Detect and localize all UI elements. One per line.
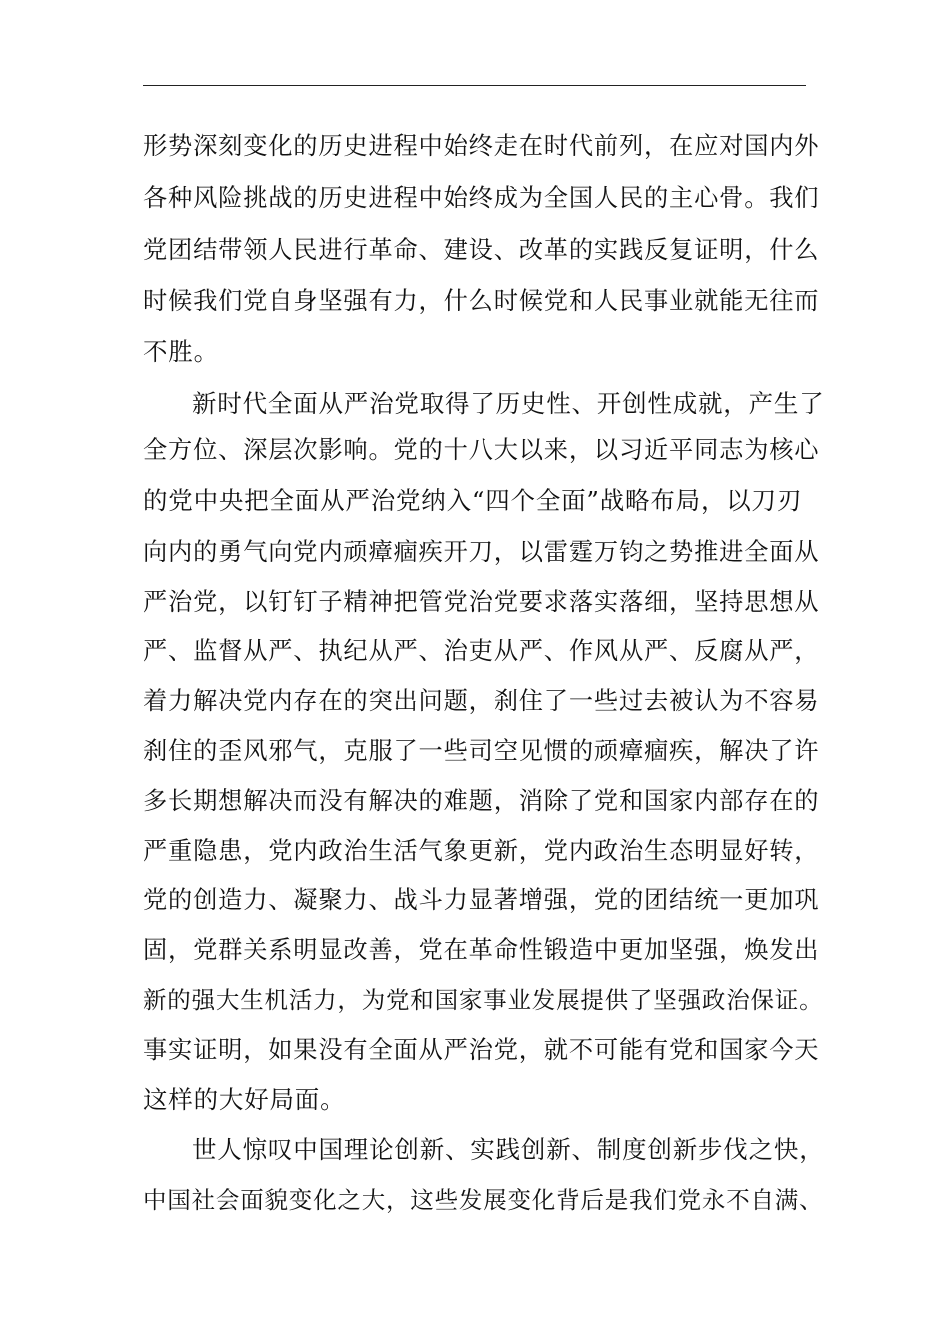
text-line: 这样的大好局面。	[143, 1085, 346, 1114]
paragraph-first-line: 新时代全面从严治党取得了历史性、开创性成就，产生了	[192, 389, 825, 418]
header-rule	[143, 85, 806, 86]
text-line: 形势深刻变化的历史进程中始终走在时代前列，在应对国内外	[143, 131, 820, 160]
text-line: 新的强大生机活力，为党和国家事业发展提供了坚强政治保证。	[143, 986, 824, 1014]
text-line: 的党中央把全面从严治党纳入“四个全面”战略布局，以刀刃	[143, 486, 803, 515]
text-line: 中国社会面貌变化之大，这些发展变化背后是我们党永不自满、	[143, 1186, 824, 1214]
paragraph-first-line: 世人惊叹中国理论创新、实践创新、制度创新步伐之快，	[192, 1135, 825, 1164]
text-line: 严重隐患，党内政治生活气象更新，党内政治生态明显好转，	[143, 836, 820, 865]
text-line: 向内的勇气向党内顽瘴痼疾开刀，以雷霆万钧之势推进全面从	[143, 537, 820, 566]
text-line: 各种风险挑战的历史进程中始终成为全国人民的主心骨。我们	[143, 183, 820, 212]
text-line: 时候我们党自身坚强有力，什么时候党和人民事业就能无往而	[143, 286, 820, 315]
text-line: 党团结带领人民进行革命、建设、改革的实践反复证明，什么	[143, 235, 820, 264]
text-line: 严、监督从严、执纪从严、治吏从严、作风从严、反腐从严，	[143, 636, 820, 665]
text-line: 全方位、深层次影响。党的十八大以来，以习近平同志为核心	[143, 435, 820, 464]
text-line: 党的创造力、凝聚力、战斗力显著增强，党的团结统一更加巩	[143, 885, 820, 914]
text-line: 着力解决党内存在的突出问题，刹住了一些过去被认为不容易	[143, 686, 820, 715]
text-line: 固，党群关系明显改善，党在革命性锻造中更加坚强，焕发出	[143, 935, 820, 964]
text-line: 不胜。	[143, 337, 219, 366]
text-line: 严治党，以钉钉子精神把管党治党要求落实落细，坚持思想从	[143, 587, 820, 616]
text-line: 事实证明，如果没有全面从严治党，就不可能有党和国家今天	[143, 1035, 820, 1064]
text-line: 多长期想解决而没有解决的难题，消除了党和国家内部存在的	[143, 786, 820, 815]
text-line: 刹住的歪风邪气，克服了一些司空见惯的顽瘴痼疾，解决了许	[143, 736, 820, 765]
